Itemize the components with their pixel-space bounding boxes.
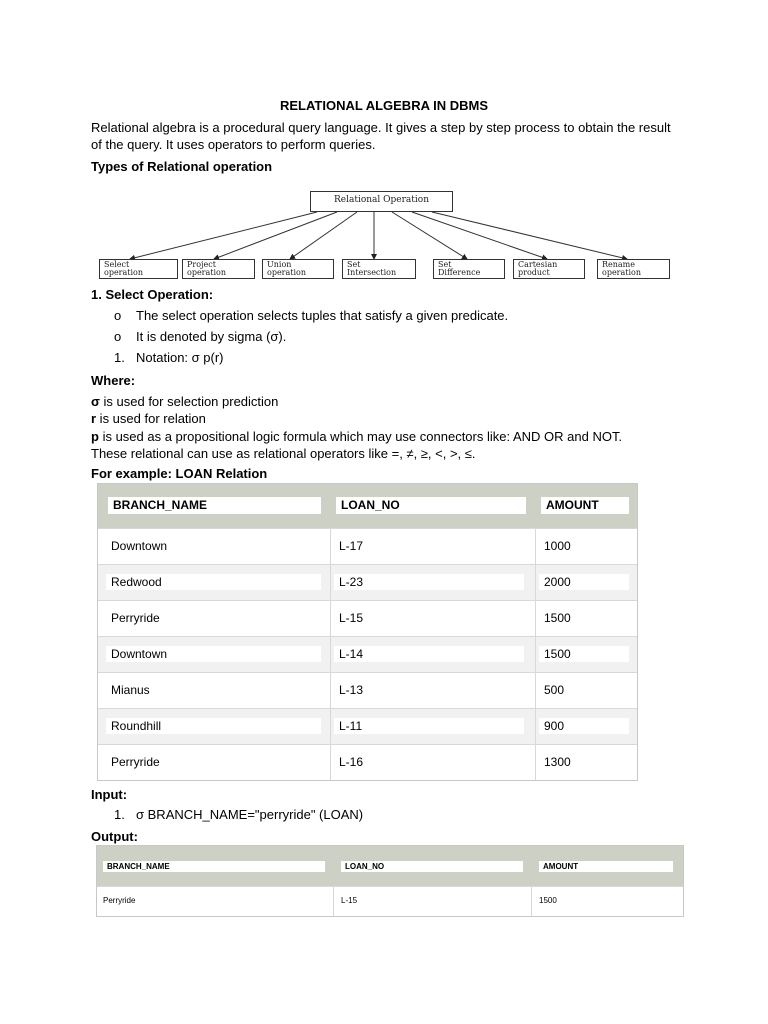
column-divider [535, 601, 536, 636]
table-cell: 1500 [539, 896, 557, 905]
table-body [97, 886, 683, 916]
diagram-node-project: Project operation [182, 259, 255, 279]
column-divider [330, 601, 331, 636]
definition-sigma [91, 393, 691, 410]
relational-operation-diagram [92, 185, 677, 285]
table-cell: L-17 [339, 539, 364, 553]
table-cell: Perryride [111, 755, 160, 769]
definition-text: is used for relation [96, 411, 206, 426]
table-cell: 1000 [544, 539, 571, 553]
table-row [98, 528, 637, 564]
types-heading: Types of Relational operation [91, 159, 273, 174]
table-row [97, 886, 683, 916]
definition-symbol: r [91, 411, 97, 426]
definition-p [91, 428, 651, 462]
connector-rename [432, 212, 627, 259]
connector-cartesian [412, 212, 547, 259]
table-header [97, 846, 683, 886]
diagram-node-intersection: Set Intersection [342, 259, 416, 279]
column-divider [535, 709, 536, 744]
definition-text: is used as a propositional logic formula which may use connectors like: AND OR and NOT. These relational can use as relational operators like =, ≠, ≥, <, >, ≤. [91, 429, 623, 461]
input-text: σ BRANCH_NAME="perryride" (LOAN) [136, 807, 364, 822]
intro-paragraph: Relational algebra is a procedural query language. It gives a step by step process to obtain the result of the query. It uses operators to perform queries. [91, 120, 671, 152]
table-row [98, 564, 637, 600]
select-operation-heading: 1. Select Operation: [91, 287, 214, 302]
diagram-node-cartesian: Cartesian product [513, 259, 585, 279]
input-item [114, 807, 363, 822]
table-header [98, 484, 637, 528]
diagram-node-union: Union operation [262, 259, 334, 279]
column-divider [330, 637, 331, 672]
bullet-mark: o [114, 308, 122, 323]
column-header: LOAN_NO [341, 861, 523, 872]
table-body [98, 528, 637, 780]
bullet-mark: 1. [114, 350, 125, 365]
table-row [98, 636, 637, 672]
table-cell: L-23 [334, 574, 524, 590]
definition-symbol: p [91, 429, 99, 444]
example-heading: For example: LOAN Relation [91, 466, 268, 481]
column-divider [330, 709, 331, 744]
column-divider [535, 745, 536, 780]
column-divider [330, 673, 331, 708]
bullet-item [114, 329, 286, 344]
column-divider [535, 565, 536, 600]
connector-project [214, 212, 337, 259]
table-cell: Downtown [111, 539, 168, 553]
table-cell: 2000 [539, 574, 629, 590]
table-cell: 1500 [544, 611, 571, 625]
loan-relation-table [97, 483, 638, 781]
table-cell: Perryride [111, 611, 160, 625]
connector-union [290, 212, 357, 259]
connector-difference [392, 212, 467, 259]
table-cell: 500 [544, 683, 565, 697]
table-row [98, 744, 637, 780]
table-cell: 1500 [539, 646, 629, 662]
bullet-text: Notation: σ p(r) [136, 350, 224, 365]
input-heading: Input: [91, 787, 128, 802]
column-header: AMOUNT [539, 861, 673, 872]
bullet-mark: o [114, 329, 122, 344]
bullet-item [114, 308, 508, 323]
table-cell: Downtown [106, 646, 321, 662]
column-divider [535, 637, 536, 672]
table-row [98, 672, 637, 708]
table-row [98, 708, 637, 744]
table-cell: L-15 [341, 896, 358, 905]
column-divider [535, 673, 536, 708]
connector-select [130, 212, 317, 259]
definition-text: is used for selection prediction [99, 394, 279, 409]
column-divider [333, 887, 334, 916]
table-cell: Redwood [106, 574, 321, 590]
column-header: BRANCH_NAME [103, 861, 325, 872]
column-divider [531, 887, 532, 916]
definition-r [91, 410, 691, 427]
table-cell: L-16 [339, 755, 364, 769]
column-header: AMOUNT [541, 497, 629, 514]
column-divider [330, 529, 331, 564]
column-divider [330, 745, 331, 780]
table-cell: 1300 [544, 755, 571, 769]
table-cell: Mianus [111, 683, 150, 697]
table-cell: L-11 [334, 718, 524, 734]
column-divider [535, 529, 536, 564]
diagram-node-select: Select operation [99, 259, 178, 279]
page-title: RELATIONAL ALGEBRA IN DBMS [280, 98, 488, 113]
diagram-root-node: Relational Operation [310, 191, 453, 212]
bullet-item [114, 350, 224, 365]
table-cell: Perryride [103, 896, 136, 905]
table-row [98, 600, 637, 636]
table-cell: L-14 [334, 646, 524, 662]
output-heading: Output: [91, 829, 138, 844]
column-divider [330, 565, 331, 600]
diagram-node-difference: Set Difference [433, 259, 505, 279]
column-header: LOAN_NO [336, 497, 526, 514]
table-cell: L-13 [339, 683, 364, 697]
diagram-node-rename: Rename operation [597, 259, 670, 279]
table-cell: L-15 [339, 611, 364, 625]
table-cell: Roundhill [106, 718, 321, 734]
definition-symbol: σ [91, 394, 100, 409]
where-heading: Where: [91, 373, 136, 388]
output-table [96, 845, 684, 917]
table-cell: 900 [539, 718, 629, 734]
column-header: BRANCH_NAME [108, 497, 321, 514]
input-mark: 1. [114, 807, 125, 822]
bullet-text: It is denoted by sigma (σ). [136, 329, 287, 344]
bullet-text: The select operation selects tuples that satisfy a given predicate. [136, 308, 509, 323]
